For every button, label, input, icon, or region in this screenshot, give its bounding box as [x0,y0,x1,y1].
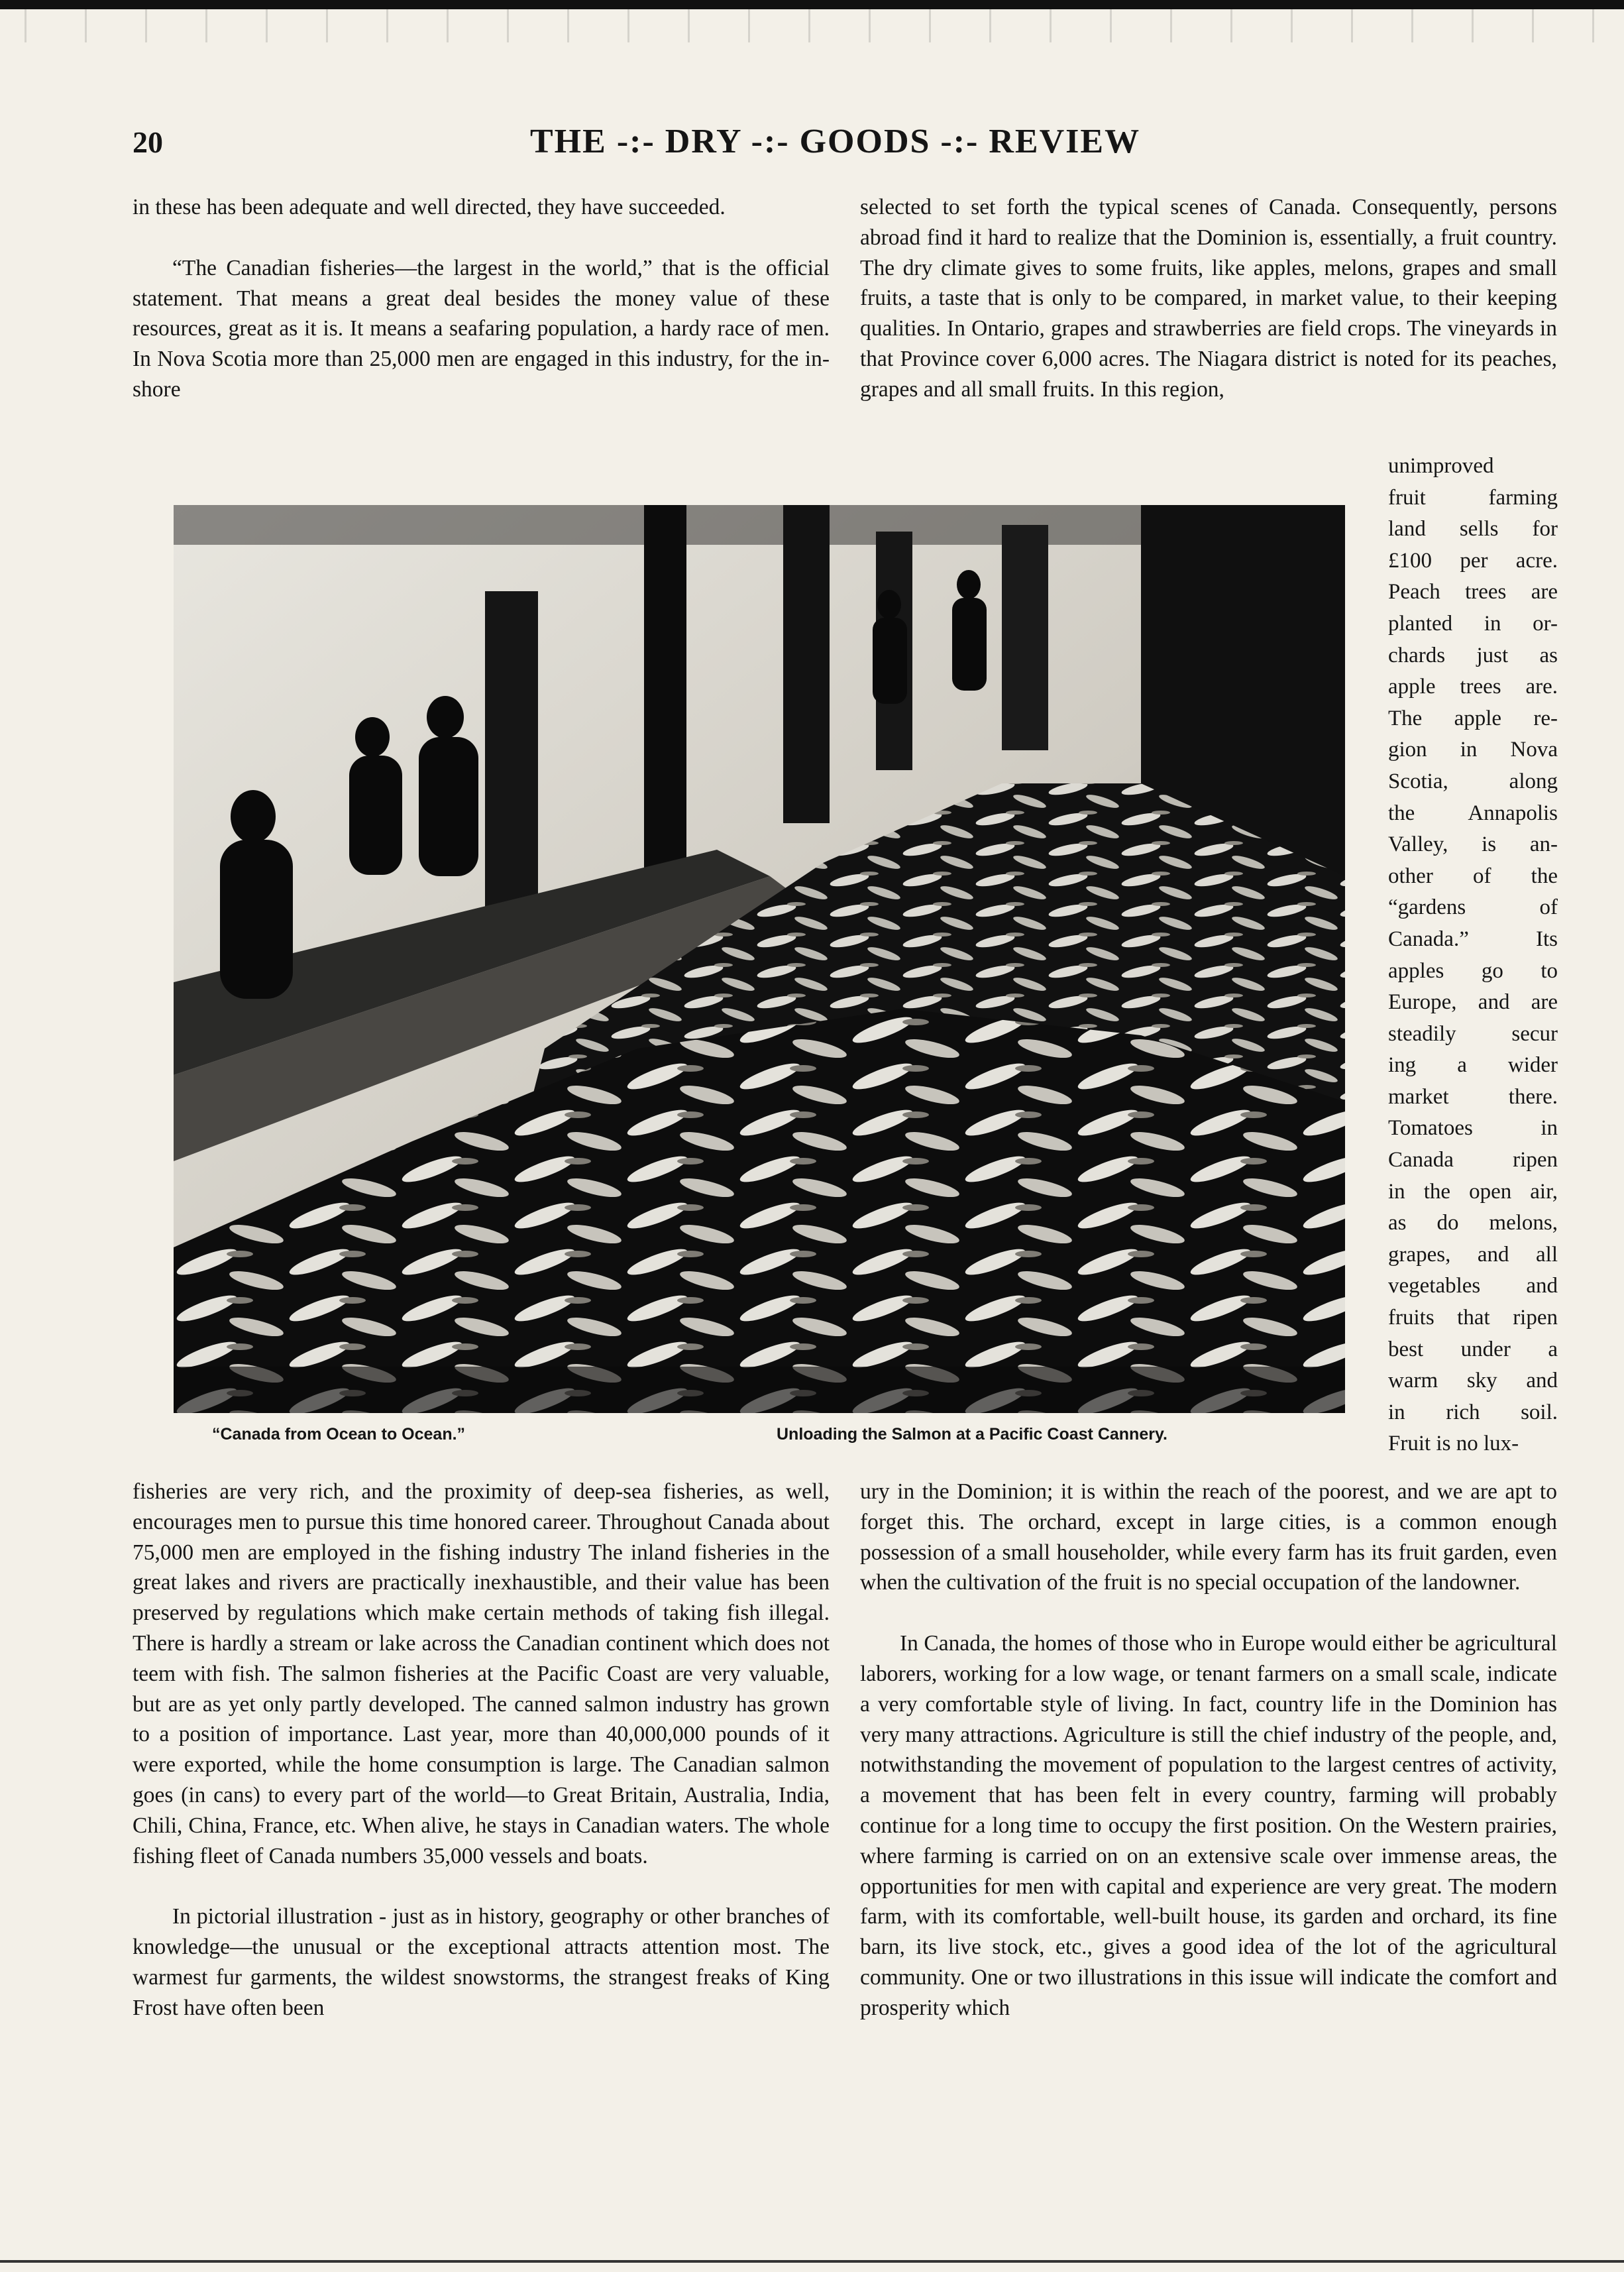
wrap-line: grapes, and all [1388,1242,1558,1267]
wrap-line: fruits that ripen [1388,1306,1558,1330]
paragraph: In Canada, the homes of those who in Europe would either be agricultural laborers, working for a low wage, or tenant farmers on a small scale, indicate a very comfortable style of living. In fact, country life in the Dominion has very many attractions. Agriculture is still the chief industry of the people, and, notwithstanding the movement of population to the largest centres of activity, a movement that has been felt in every country, farming will probably continue for a long time to occupy the first position. On the Western prairies, where farming is carried on on an extensive scale over immense areas, the opportunities for men with capital and experience are very great. The modern farm, with its comfortable, well-built house, its garden and orchard, its fine barn, its live stock, etc., gives a good idea of the lot of the agricultural community. One or two illustrations in this issue will indicate the comfort and prosperity which [860,1631,1557,2020]
bottom-border-rule [0,2260,1624,2263]
figure-caption-title: Unloading the Salmon at a Pacific Coast Cannery. [777,1425,1167,1444]
wrap-line: apples go to [1388,958,1558,983]
right-column-bottom [860,1477,1557,2023]
wrap-line: the Annapolis [1388,801,1558,825]
right-column-wrap-text [1388,451,1558,1460]
wrap-line: planted in or- [1388,611,1558,636]
wrap-line: warm sky and [1388,1369,1558,1393]
left-column-bottom [133,1477,830,2023]
wrap-line: Tomatoes in [1388,1116,1558,1141]
wrap-line: Canada ripen [1388,1148,1558,1172]
wrap-line: Canada.” Its [1388,927,1558,951]
wrap-line: £100 per acre. [1388,548,1558,573]
wrap-line: land sells for [1388,517,1558,541]
wrap-line: chards just as [1388,643,1558,667]
wrap-line: in rich soil. [1388,1400,1558,1424]
publication-title: THE -:- DRY -:- GOODS -:- REVIEW [530,123,1141,160]
paragraph: “The Canadian fisheries—the largest in the world,” that is the official statement. That means a great deal besides the money value of these resources, great as it is. It means a seafaring population, a hardy race of men. In Nova Scotia more than 25,000 men are engaged in this industry, for the in-shore [133,255,830,402]
wrap-line: Valley, is an- [1388,832,1558,857]
salmon-cannery-photo [174,505,1345,1413]
wrap-line: ing a wider [1388,1053,1558,1078]
left-column-top [133,192,830,405]
wrap-line: Peach trees are [1388,580,1558,604]
paragraph: ury in the Dominion; it is within the reach of the poorest, and we are apt to forget this. The orchard, except in large cities, is a common enough possession of a small householder, while every farm has its fruit garden, even when the cultivation of the fruit is no special occupation of the landowner. [860,1479,1557,1595]
wrap-line: vegetables and [1388,1274,1558,1298]
wrap-line: “gardens of [1388,895,1558,920]
wrap-line: Scotia, along [1388,769,1558,793]
paragraph: selected to set forth the typical scenes of Canada. Consequently, persons abroad find it hard to realize that the Dominion is, essentially, a fruit country. The dry climate gives to some fruits, like apples, melons, grapes and small fruits, a taste that is only to be compared, in market value, to their keeping qualities. In Ontario, grapes and strawberries are field crops. The vineyards in that Province cover 6,000 acres. The Niagara district is noted for its peaches, grapes and all small fruits. In this region, [860,195,1557,402]
wrap-line: Europe, and are [1388,990,1558,1015]
wrap-line: steadily secur [1388,1021,1558,1046]
wrap-line: The apple re- [1388,706,1558,730]
right-column-top [860,192,1557,405]
scan-speckle-band [0,9,1624,42]
wrap-line: unimproved [1388,454,1494,478]
top-border-rule [0,0,1624,9]
wrap-line: as do melons, [1388,1211,1558,1235]
wrap-line: fruit farming [1388,485,1558,510]
wrap-line: Fruit is no lux- [1388,1432,1519,1456]
halftone-photo-illustration [174,505,1345,1413]
wrap-line: other of the [1388,864,1558,888]
wrap-line: best under a [1388,1337,1558,1361]
wrap-line: gion in Nova [1388,738,1558,762]
paragraph: in these has been adequate and well directed, they have succeeded. [133,195,726,219]
figure-caption-series: “Canada from Ocean to Ocean.” [212,1425,466,1444]
paragraph: fisheries are very rich, and the proximity of deep-sea fisheries, as well, encourages men to pursue this time honored career. Throughout Canada about 75,000 men are employed in the fishing industry The inland fisheries in the great lakes and rivers are practically inexhaustible, and their value has been preserved by regulations which make certain methods of taking fish illegal. There is hardly a stream or lake across the Canadian continent which does not teem with fish. The salmon fisheries at the Pacific Coast are very valuable, but are as yet only partly developed. The canned salmon industry has grown to a position of importance. Last year, more than 40,000,000 pounds of it were exported, while the home consumption is large. The Canadian salmon goes (in cans) to every part of the world—to Great Britain, Australia, India, Chili, China, France, etc. When alive, he stays in Canadian waters. The whole fishing fleet of Canada numbers 35,000 vessels and boats. [133,1479,830,1868]
page-number: 20 [133,125,163,159]
wrap-line: market there. [1388,1084,1558,1109]
paragraph: In pictorial illustration - just as in history, geography or other branches of knowledge—the unusual or the exceptional attracts attention most. The warmest fur garments, the wildest snowstorms, the strangest freaks of King Frost have often been [133,1904,830,2020]
wrap-line: in the open air, [1388,1179,1558,1204]
wrap-line: apple trees are. [1388,675,1558,699]
